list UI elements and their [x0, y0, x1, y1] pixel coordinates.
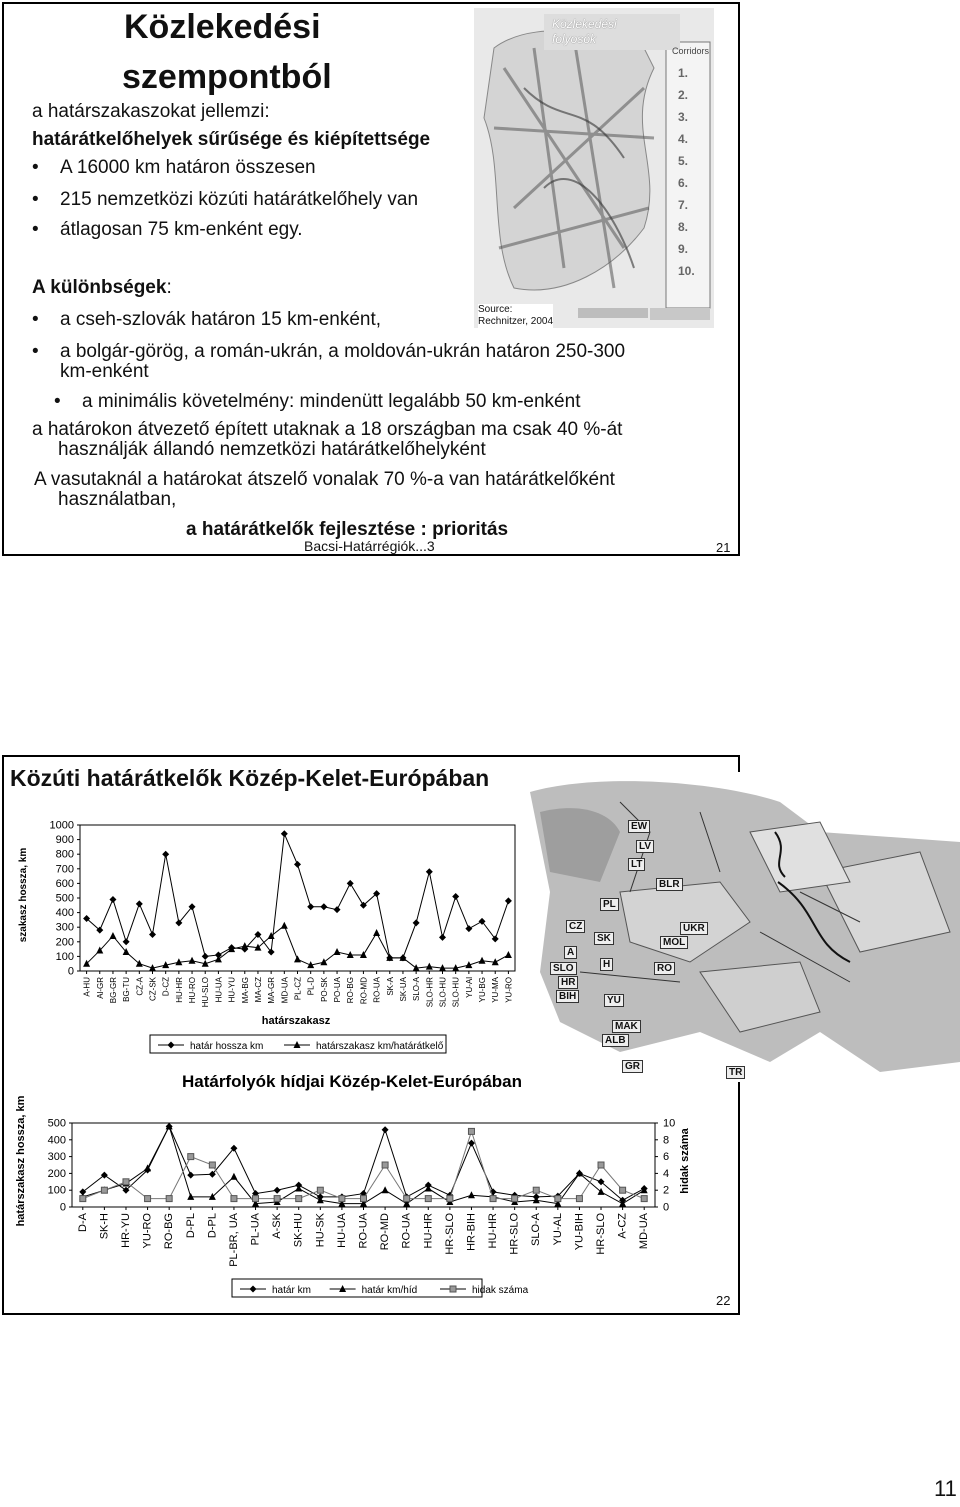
map-country-label: BLR	[656, 878, 683, 891]
legend-item: 4.	[678, 132, 689, 146]
legend-item: 5.	[678, 154, 689, 168]
data-point	[320, 903, 327, 910]
map-source-line1: Source:	[478, 304, 513, 315]
y-right-tick-label: 8	[663, 1134, 670, 1147]
x-tick-label: RO-BG	[346, 977, 356, 1004]
x-tick-label: CZ-SK	[148, 977, 158, 1001]
y-tick-label: 0	[59, 1201, 66, 1214]
data-point	[641, 1196, 647, 1202]
data-point	[598, 1162, 604, 1168]
data-point	[320, 958, 327, 965]
data-point	[123, 938, 130, 945]
data-point	[512, 1196, 518, 1202]
data-point	[533, 1187, 539, 1193]
legend-label: határ km/híd	[361, 1285, 418, 1296]
x-tick-label: Al-GR	[95, 977, 105, 999]
x-tick-label: MD-UA	[638, 1213, 651, 1250]
x-tick-label: PO-SK	[319, 977, 329, 1002]
chart1-xlabel: határszakasz	[261, 1015, 331, 1027]
data-point	[215, 955, 222, 962]
y-tick-label: 300	[47, 1151, 66, 1164]
x-tick-label: HR-YU	[119, 1213, 132, 1248]
bullet-a3: • átlagosan 75 km-enként egy.	[60, 218, 303, 241]
x-tick-label: HR-SLO	[508, 1213, 521, 1255]
map-source-line2: Rechnitzer, 2004	[478, 316, 554, 327]
x-tick-label: YU-AL	[551, 1213, 564, 1246]
y-right-tick-label: 6	[663, 1151, 670, 1164]
data-point	[109, 932, 116, 939]
differences-heading-text: A különbségek	[32, 277, 167, 298]
data-point	[294, 861, 301, 868]
y-right-tick-label: 10	[663, 1117, 676, 1130]
x-tick-label: HU-UA	[335, 1213, 348, 1248]
y-right-tick-label: 2	[663, 1184, 670, 1197]
x-tick-label: SLO-A	[530, 1213, 543, 1247]
data-point	[505, 897, 512, 904]
y-tick-label: 400	[47, 1134, 66, 1147]
y-right-tick-label: 4	[663, 1167, 670, 1180]
map-country-label: RO	[654, 962, 675, 975]
map-country-label: EW	[628, 820, 650, 833]
map-country-label: A	[564, 946, 577, 959]
map-country-label: SLO	[550, 962, 577, 975]
x-tick-label: PL-UA	[249, 1213, 262, 1246]
x-tick-label: D-PL	[206, 1213, 219, 1239]
data-point	[209, 1162, 215, 1168]
bullet-b1: • a cseh-szlovák határon 15 km-enként,	[60, 308, 381, 331]
data-point	[505, 951, 512, 958]
data-point	[373, 929, 380, 936]
chart2-ylabel-right: hidak száma	[679, 1128, 691, 1194]
x-tick-label: HU-HR	[422, 1213, 435, 1249]
data-point	[468, 1128, 474, 1134]
x-tick-label: YU-BG	[478, 977, 488, 1003]
x-tick-label: SK-UA	[398, 977, 408, 1002]
data-point	[294, 955, 301, 962]
map-country-label: HR	[558, 976, 578, 989]
slide1-footer: Bacsi-Határrégiók...3	[304, 538, 435, 554]
map-label-line2: folyosók	[552, 32, 597, 46]
data-point	[426, 868, 433, 875]
y-tick-label: 900	[55, 834, 74, 847]
differences-heading	[32, 276, 172, 299]
x-tick-label: BG-TU	[122, 977, 132, 1002]
data-point	[404, 1196, 410, 1202]
x-tick-label: SK-H	[98, 1213, 111, 1240]
chart2-ylabel: határszakasz hossza, km	[15, 1095, 27, 1227]
bullet-b2-line2: km-enként	[60, 361, 149, 382]
x-tick-label: MA-CZ	[253, 977, 263, 1003]
data-point	[145, 1196, 151, 1202]
river-bridges-chart	[10, 1065, 730, 1305]
x-tick-label: BG-GR	[108, 977, 118, 1004]
x-tick-label: MA-GR	[267, 977, 277, 1004]
y-tick-label: 100	[55, 950, 74, 963]
corridors-map	[474, 8, 714, 328]
chart2-title: Határfolyók hídjai Közép-Kelet-Európában	[181, 1072, 523, 1091]
data-point	[162, 851, 169, 858]
data-point	[274, 1187, 281, 1194]
legend-item: 10.	[678, 264, 695, 278]
map-country-label: LT	[628, 858, 645, 871]
y-tick-label: 600	[55, 877, 74, 890]
data-point	[231, 1196, 237, 1202]
y-tick-label: 500	[47, 1117, 66, 1130]
x-tick-label: PL-BR, UA	[227, 1213, 240, 1267]
slide-21	[2, 2, 740, 556]
data-point	[620, 1187, 626, 1193]
map-country-label: PL	[600, 898, 619, 911]
x-tick-label: YU-RO	[504, 977, 514, 1003]
legend-item: 7.	[678, 198, 689, 212]
x-tick-label: HU-SK	[314, 1213, 327, 1248]
y-tick-label: 800	[55, 848, 74, 861]
data-point	[187, 1172, 194, 1179]
map-country-label: ALB	[602, 1034, 629, 1047]
region-map-drawing	[520, 772, 960, 1082]
data-point	[281, 922, 288, 929]
x-tick-label: MD-UA	[280, 977, 290, 1004]
series-line	[83, 1126, 644, 1200]
data-point	[413, 919, 420, 926]
paragraph1-line1: a határokon átvezető épített utaknak a 18 országban ma csak 40 %-át	[32, 419, 623, 440]
data-point	[334, 948, 341, 955]
series-line	[83, 1131, 644, 1198]
data-point	[274, 1196, 280, 1202]
legend-label: hidak száma	[472, 1285, 529, 1296]
data-point	[465, 925, 472, 932]
legend-label: határszakasz km/határátkelő	[316, 1041, 444, 1052]
y-tick-label: 100	[47, 1184, 66, 1197]
slide1-page-number: 21	[716, 540, 731, 555]
map-label-box	[544, 14, 680, 50]
data-point	[202, 953, 209, 960]
data-point	[136, 900, 143, 907]
x-tick-label: YU-BIH	[573, 1213, 586, 1251]
legend-item: 3.	[678, 110, 689, 124]
x-tick-label: RO-UA	[400, 1213, 413, 1249]
x-tick-label: RO-BG	[163, 1213, 176, 1250]
slide1-title-line1: Közlekedési	[124, 8, 321, 46]
x-tick-label: RO-MD	[379, 1213, 392, 1251]
data-point	[281, 830, 288, 837]
slide1-title-line2: szempontból	[122, 58, 332, 96]
legend-item: 9.	[678, 242, 689, 256]
x-tick-label: MA-BG	[240, 977, 250, 1004]
map-country-label: LV	[636, 840, 654, 853]
y-tick-label: 400	[55, 907, 74, 920]
data-point	[490, 1196, 496, 1202]
x-tick-label: D-A	[76, 1213, 89, 1232]
x-tick-label: HR-SLO	[443, 1213, 456, 1255]
data-point	[101, 1187, 107, 1193]
map-country-label: H	[600, 958, 613, 971]
region-map	[520, 772, 960, 1082]
legend-label: határ hossza km	[190, 1041, 264, 1052]
x-tick-label: HR-BIH	[465, 1213, 478, 1251]
y-tick-label: 200	[55, 936, 74, 949]
data-point	[230, 1173, 237, 1180]
slide2-title: Közúti határátkelők Közép-Kelet-Európában	[10, 765, 490, 791]
y-tick-label: 200	[47, 1167, 66, 1180]
bullet-a1: • A 16000 km határon összesen	[60, 156, 316, 179]
legend-label: határ km	[272, 1285, 311, 1296]
data-point	[317, 1187, 323, 1193]
x-tick-label: YU-Al	[464, 977, 474, 998]
map-country-label: MOL	[660, 936, 688, 949]
data-point	[447, 1196, 453, 1202]
priority-statement: a határátkelők fejlesztése : prioritás	[186, 519, 509, 540]
x-tick-label: SLO-HR	[425, 977, 435, 1008]
paragraph2-line2: használatban,	[58, 489, 177, 510]
data-point	[253, 1196, 259, 1202]
data-point	[452, 893, 459, 900]
x-tick-label: SLO-A	[412, 977, 422, 1002]
x-tick-label: SLO-HU	[438, 977, 448, 1008]
legend-item: 2.	[678, 88, 689, 102]
data-point	[468, 1191, 475, 1198]
data-point	[347, 880, 354, 887]
legend-marker	[450, 1286, 456, 1292]
map-country-label: GR	[622, 1060, 643, 1073]
data-point	[123, 1179, 129, 1185]
map-country-label: TR	[726, 1066, 745, 1079]
map-legend-title: Corridors	[672, 46, 710, 56]
data-point	[361, 1196, 367, 1202]
x-tick-label: PL-CZ	[293, 977, 303, 1001]
data-point	[598, 1188, 605, 1195]
map-country-label: CZ	[566, 920, 585, 933]
y-tick-label: 0	[67, 965, 74, 978]
data-point	[334, 906, 341, 913]
y-tick-label: 1000	[49, 819, 74, 832]
data-point	[468, 1140, 475, 1147]
bullet-b2-line1: • a bolgár-görög, a román-ukrán, a moldován-ukrán határon 250-300	[60, 340, 625, 363]
data-point	[109, 896, 116, 903]
x-tick-label: YU-MA	[491, 977, 501, 1003]
data-point	[166, 1196, 172, 1202]
data-point	[382, 1126, 389, 1133]
bullet-b3: • a minimális követelmény: mindenütt legalább 50 km-enként	[82, 390, 580, 413]
data-point	[296, 1196, 302, 1202]
data-point	[149, 931, 156, 938]
data-point	[382, 1162, 388, 1168]
data-point	[555, 1196, 561, 1202]
x-tick-label: SK-HU	[292, 1213, 305, 1248]
data-point	[136, 960, 143, 967]
data-point	[426, 963, 433, 970]
slide1-heading: határátkelőhelyek sűrűsége és kiépítettsége	[32, 129, 431, 150]
data-point	[425, 1196, 431, 1202]
slide2-page-number: 22	[716, 1293, 731, 1308]
border-crossings-chart	[10, 815, 520, 1060]
x-tick-label: PL-D	[306, 977, 316, 996]
x-tick-label: A-SK	[271, 1213, 284, 1239]
data-point	[576, 1196, 582, 1202]
map-country-label: YU	[604, 994, 624, 1007]
data-point	[80, 1196, 86, 1202]
y-right-tick-label: 0	[663, 1201, 670, 1214]
x-tick-label: HU-RO	[188, 977, 198, 1004]
series-line	[87, 834, 509, 958]
data-point	[439, 934, 446, 941]
x-tick-label: SK-A	[385, 977, 395, 996]
x-tick-label: HU-HR	[487, 1213, 500, 1249]
legend-item: 1.	[678, 66, 689, 80]
data-point	[189, 957, 196, 964]
x-tick-label: HU-YU	[227, 977, 237, 1003]
x-tick-label: D-PL	[184, 1213, 197, 1239]
map-country-label: UKR	[680, 922, 708, 935]
map-country-label: BIH	[556, 990, 579, 1003]
map-legend-list	[678, 62, 695, 282]
x-tick-label: HU-SLO	[201, 977, 211, 1008]
legend-item: 8.	[678, 220, 689, 234]
map-country-label: MAK	[612, 1020, 641, 1033]
map-country-label: SK	[594, 932, 614, 945]
slide1-subtitle: a határszakaszokat jellemzi:	[32, 101, 270, 122]
x-tick-label: A-CZ	[616, 1213, 629, 1239]
data-point	[188, 1154, 194, 1160]
x-tick-label: HU-UA	[214, 977, 224, 1003]
data-point	[339, 1196, 345, 1202]
x-tick-label: PO-UA	[333, 977, 343, 1003]
x-tick-label: RO-UA	[372, 977, 382, 1003]
chart1-ylabel: szakasz hossza, km	[18, 847, 29, 943]
document-page-number: 11	[934, 1476, 957, 1501]
map-source	[478, 304, 553, 328]
x-tick-label: HR-SLO	[595, 1213, 608, 1255]
map-label-line1: Közlekedési	[552, 17, 617, 31]
legend-item: 6.	[678, 176, 689, 190]
x-tick-label: CZ-A	[135, 977, 145, 996]
data-point	[307, 903, 314, 910]
plot-area	[80, 825, 515, 971]
x-tick-label: RO-UA	[357, 1213, 370, 1249]
x-tick-label: SLO-HU	[451, 977, 461, 1008]
x-tick-label: YU-RO	[141, 1213, 154, 1249]
data-point	[479, 957, 486, 964]
bullet-a2: • 215 nemzetközi közúti határátkelőhely van	[60, 188, 418, 211]
paragraph2-line1: A vasutaknál a határokat átszelő vonalak 70 %-a van határátkelőként	[34, 469, 615, 490]
x-tick-label: HU-HR	[174, 977, 184, 1003]
y-tick-label: 500	[55, 892, 74, 905]
differences-heading-colon: :	[166, 277, 172, 298]
legend-box	[232, 1279, 482, 1297]
x-tick-label: RO-MD	[359, 977, 369, 1005]
paragraph1-line2: használják állandó nemzetközi határátkelőhelyként	[58, 439, 486, 460]
x-tick-label: A-HU	[82, 977, 92, 997]
x-tick-label: D-CZ	[161, 977, 171, 997]
y-tick-label: 700	[55, 863, 74, 876]
y-tick-label: 300	[55, 921, 74, 934]
data-point	[382, 1186, 389, 1193]
